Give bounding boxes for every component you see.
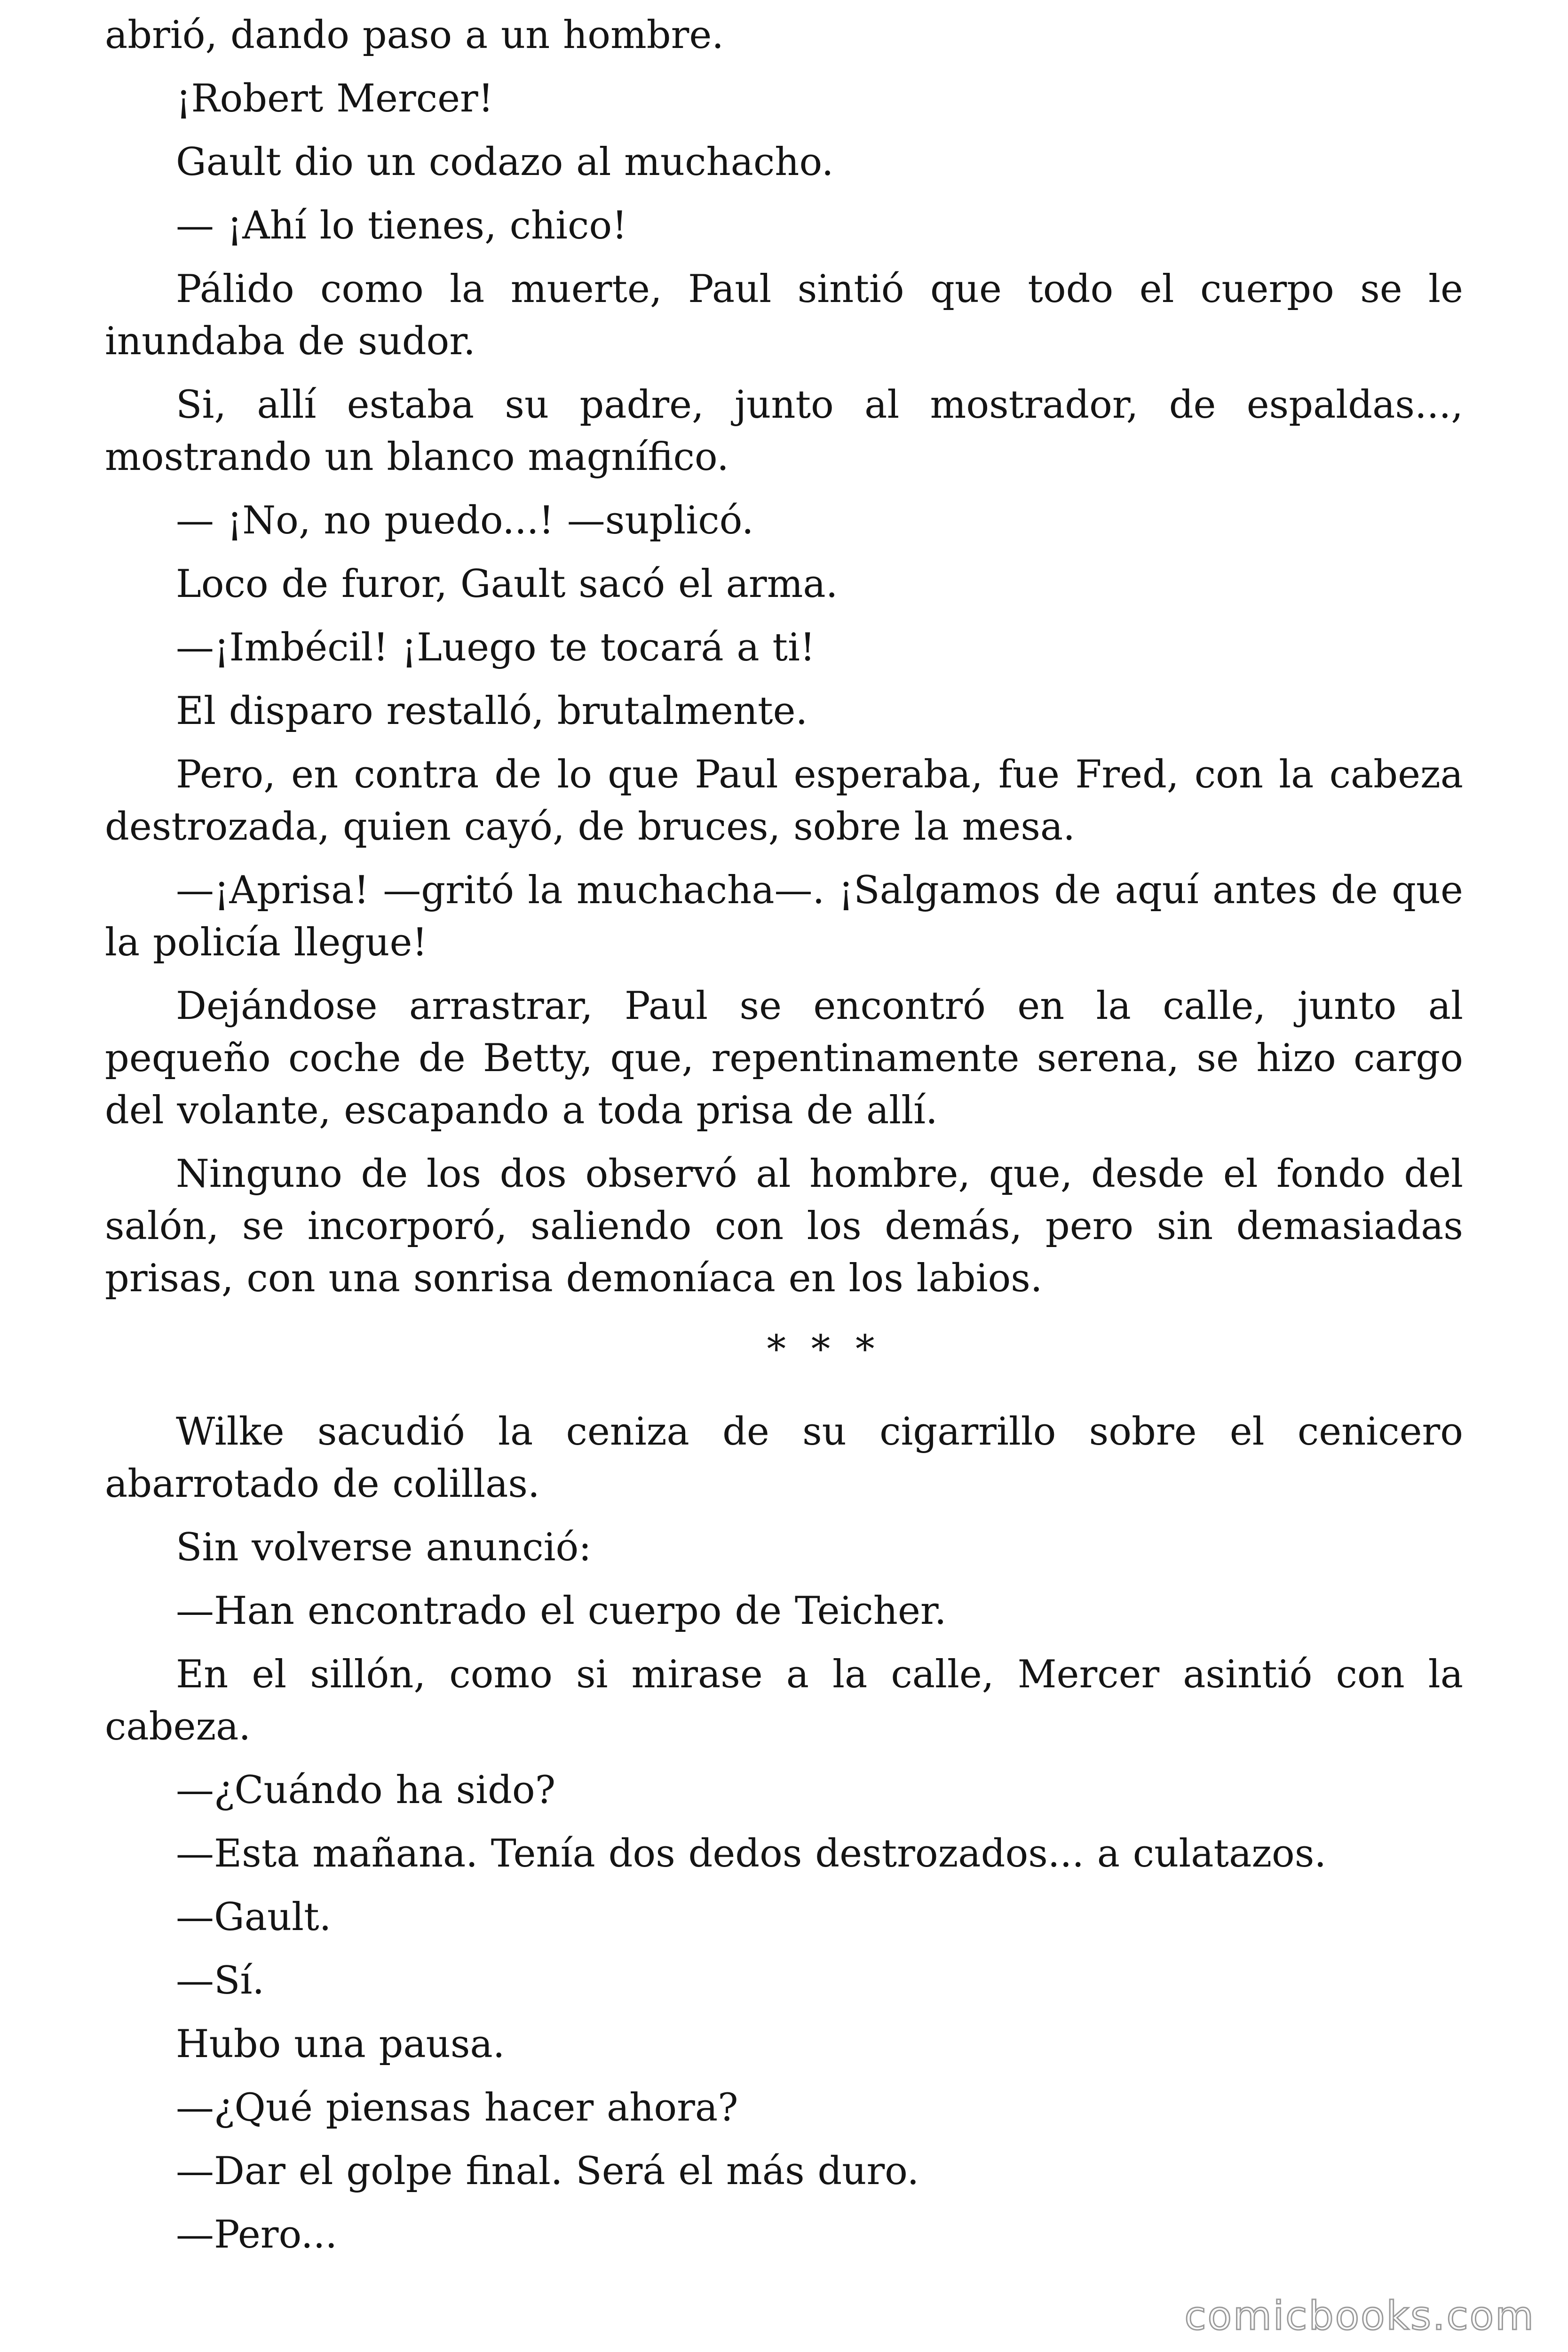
section-separator: * * * [767,1327,881,1372]
paragraph: abrió, dando paso a un hombre. [105,13,724,57]
paragraph: — ¡Ahí lo tienes, chico! [176,204,627,248]
paragraph: —Dar el golpe final. Será el más duro. [176,2149,919,2193]
paragraph: Si, allí estaba su padre, junto al mostrador, de espaldas..., mostrando un blanco magnífico. [105,383,1463,479]
section-after [105,1406,1463,2261]
paragraph: ¡Robert Mercer! [176,77,494,121]
paragraph: Pero, en contra de lo que Paul esperaba, fue Fred, con la cabeza destrozada, quien cayó, de bruces, sobre la mesa. [105,753,1463,849]
paragraph: —Esta mañana. Tenía dos dedos destrozados... a culatazos. [176,1832,1327,1876]
paragraph: Dejándose arrastrar, Paul se encontró en la calle, junto al pequeño coche de Betty, que, repentinamente serena, se hizo cargo del volante, escapando a toda prisa de allí. [105,984,1463,1133]
paragraph: —¡Imbécil! ¡Luego te tocará a ti! [176,626,816,670]
page-body [105,9,1463,2273]
paragraph: Hubo una pausa. [176,2022,505,2066]
paragraph: —Gault. [176,1895,332,1939]
paragraph: Gault dio un codazo al muchacho. [176,140,834,184]
paragraph: — ¡No, no puedo...! —suplicó. [176,499,754,543]
paragraph: —¿Cuándo ha sido? [176,1768,556,1812]
paragraph: Sin volverse anunció: [176,1526,592,1570]
paragraph: Pálido como la muerte, Paul sintió que todo el cuerpo se le inundaba de sudor. [105,267,1463,364]
paragraph: Ninguno de los dos observó al hombre, que, desde el fondo del salón, se incorporó, saliendo con los demás, pero sin demasiadas prisas, con una sonrisa demoníaca en los labios. [105,1152,1463,1301]
paragraph: —Han encontrado el cuerpo de Teicher. [176,1589,947,1633]
paragraph: —Pero... [176,2213,338,2257]
paragraph: —¡Aprisa! —gritó la muchacha—. ¡Salgamos de aquí antes de que la policía llegue! [105,868,1463,965]
paragraph: Loco de furor, Gault sacó el arma. [176,562,838,606]
paragraph: El disparo restalló, brutalmente. [176,689,808,733]
paragraph: En el sillón, como si mirase a la calle, Mercer asintió con la cabeza. [105,1653,1463,1749]
watermark: comicbooks.com [1184,2293,1535,2339]
paragraph: —¿Qué piensas hacer ahora? [176,2086,738,2130]
paragraph: Wilke sacudió la ceniza de su cigarrillo sobre el cenicero abarrotado de colillas. [105,1410,1463,1506]
section-before [105,9,1463,1305]
paragraph: —Sí. [176,1959,265,2003]
